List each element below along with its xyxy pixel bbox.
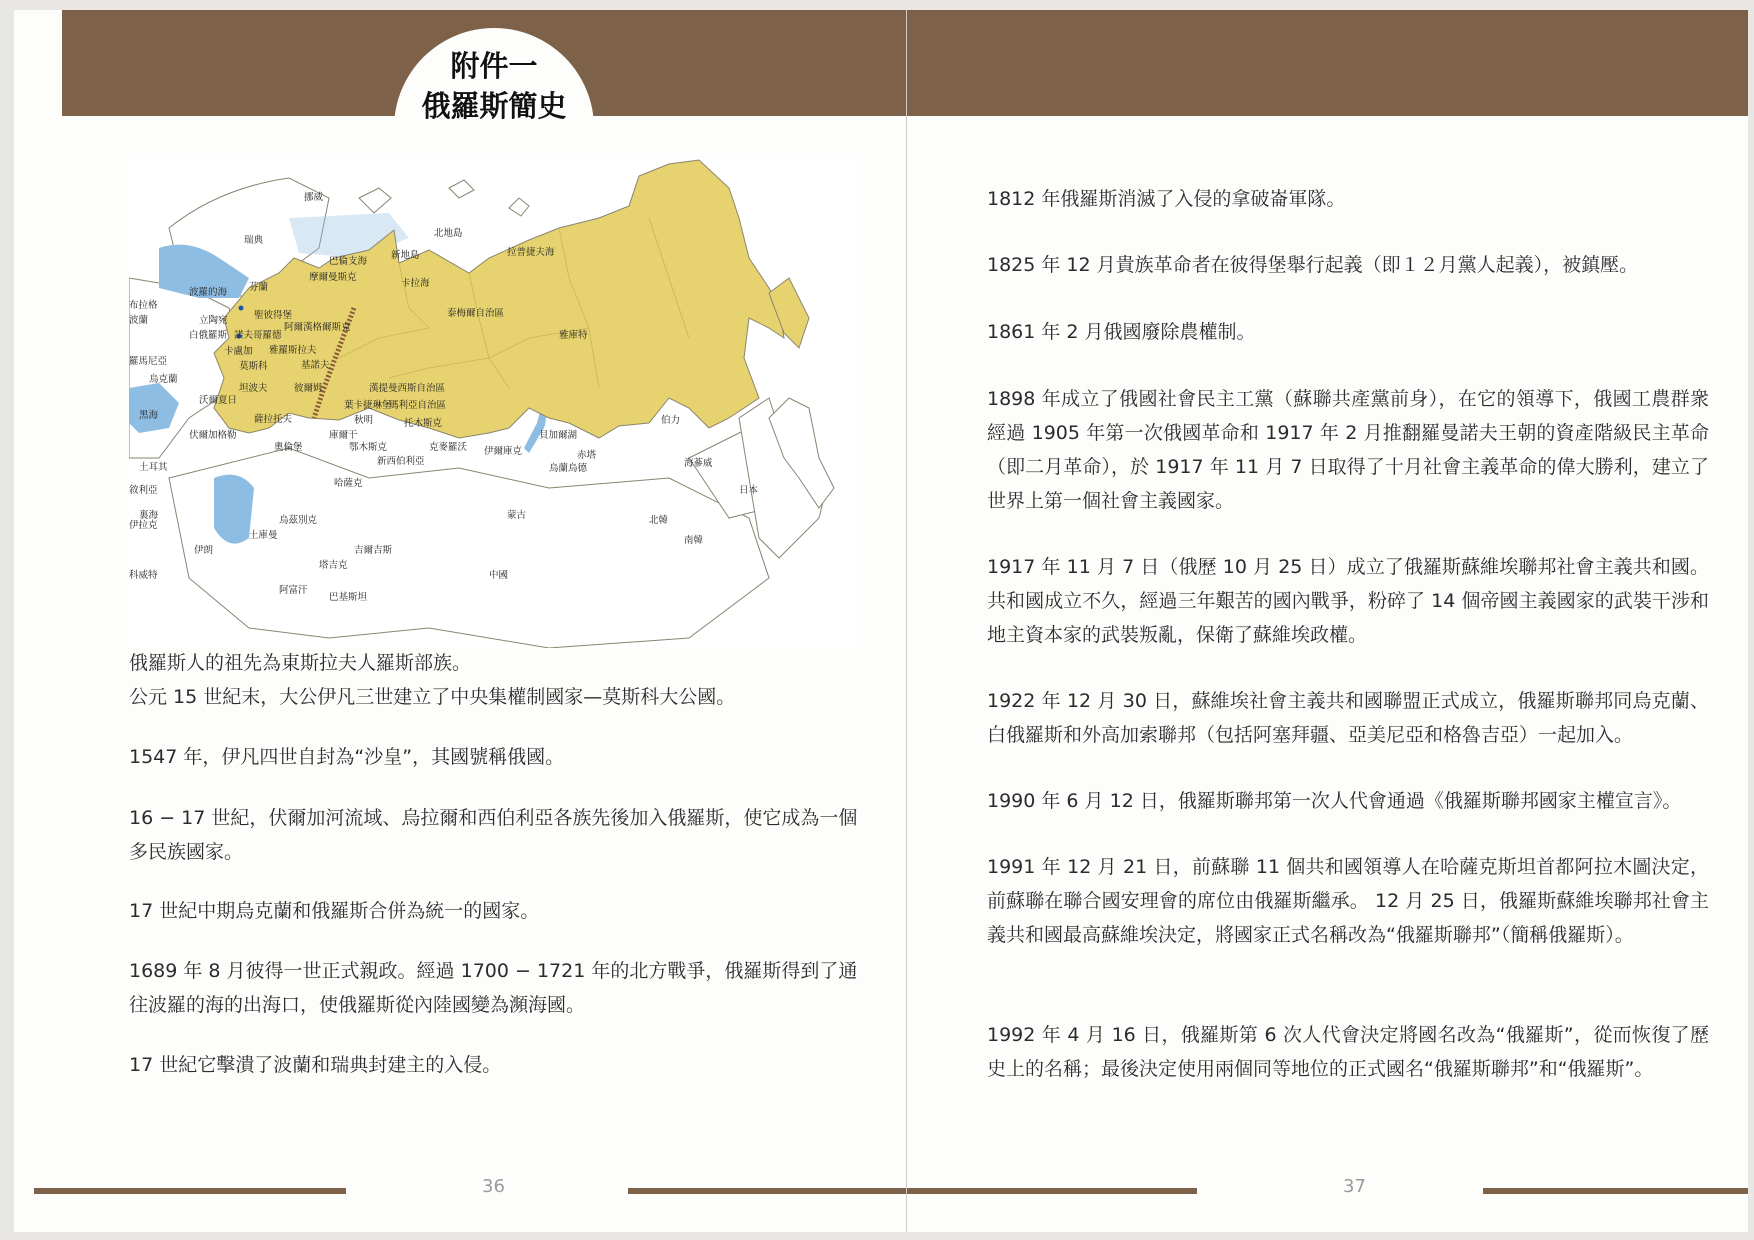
- right-paragraph-6: 1922 年 12 月 30 日，蘇維埃社會主義共和國聯盟正式成立，俄羅斯聯邦同烏克蘭、白俄羅斯和外高加索聯邦（包括阿塞拜疆、亞美尼亞和格魯吉亞）一起加入。: [987, 690, 1709, 746]
- map-place-label: 蒙古: [507, 510, 527, 521]
- map-place-label: 鄂木斯克: [349, 442, 388, 453]
- map-place-label: 布拉格: [129, 300, 158, 311]
- page-number-right: 37: [1343, 1176, 1366, 1197]
- map-place-label: 羅馬尼亞: [129, 356, 168, 367]
- map-place-label: 薩拉托夫: [254, 414, 293, 425]
- map-place-label: 伊朗: [194, 545, 214, 556]
- map-place-label: 摩爾曼斯克: [309, 272, 357, 283]
- map-place-label: 新地島: [391, 250, 420, 261]
- map-place-label: 巴倫支海: [329, 256, 368, 267]
- map-place-label: 葉卡捷琳堡: [344, 400, 392, 411]
- right-paragraph-1: 1812 年俄羅斯消滅了入侵的拿破崙軍隊。: [987, 188, 1346, 210]
- map-place-label: 烏蘭烏德: [549, 463, 588, 474]
- map-place-label: 波蘭: [129, 315, 149, 326]
- map-place-label: 克麥羅沃: [429, 442, 468, 453]
- map-place-label: 貝加爾湖: [539, 430, 578, 441]
- left-page: [14, 10, 907, 1232]
- map-place-label: 瑪利亞自治區: [389, 400, 447, 411]
- russia-map: [129, 158, 857, 648]
- map-place-label: 北地島: [434, 228, 463, 239]
- map-place-label: 坦波夫: [239, 383, 268, 394]
- map-place-label: 烏克蘭: [149, 374, 178, 385]
- map-place-label: 芬蘭: [249, 282, 269, 293]
- footer-line-left: [34, 1188, 346, 1194]
- map-place-label: 新西伯利亞: [377, 456, 425, 467]
- map-place-label: 土耳其: [139, 462, 168, 473]
- map-place-label: 諾夫哥羅德: [234, 330, 282, 341]
- map-place-label: 阿富汗: [279, 585, 308, 596]
- map-place-label: 土庫曼: [249, 530, 278, 541]
- map-place-label: 聖彼得堡: [254, 310, 293, 321]
- map-place-label: 漢提曼西斯自治區: [369, 383, 446, 394]
- title-line-1: 附件一: [450, 49, 538, 83]
- map-place-label: 科威特: [129, 570, 158, 581]
- left-paragraph-1: 俄羅斯人的祖先為東斯拉夫人羅斯部族。: [129, 652, 472, 674]
- map-place-label: 吉爾吉斯: [354, 545, 393, 556]
- map-place-label: 沃爾夏日: [199, 395, 238, 406]
- map-place-label: 赤塔: [577, 450, 597, 461]
- map-place-label: 伊拉克: [129, 520, 158, 531]
- map-place-label: 波羅的海: [189, 287, 228, 298]
- page-number-left: 36: [482, 1176, 505, 1197]
- map-place-label: 黑海: [139, 410, 159, 421]
- right-paragraph-3: 1861 年 2 月俄國廢除農權制。: [987, 321, 1256, 343]
- right-page: [907, 10, 1748, 1232]
- map-place-label: 伯力: [661, 415, 681, 426]
- right-paragraph-2: 1825 年 12 月貴族革命者在彼得堡舉行起義（即１２月黨人起義），被鎮壓。: [987, 254, 1639, 276]
- right-paragraph-4: 1898 年成立了俄國社會民主工黨（蘇聯共產黨前身），在它的領導下，俄國工農群衆經過 1905 年第一次俄國革命和 1917 年 2 月推翻羅曼諾夫王朝的資產階級民主革命（即二月革命），於 1917 年 11 月 7 日取得了十月社會主義革命的偉大勝利，建立了世界上第一個社會主義國家。: [987, 388, 1709, 512]
- header-band-right: [907, 10, 1748, 116]
- map-place-label: 彼爾姆: [294, 383, 323, 394]
- page-title: [404, 46, 584, 126]
- map-place-label: 立陶宛: [199, 315, 228, 326]
- left-paragraph-6: 1689 年 8 月彼得一世正式親政。經過 1700 − 1721 年的北方戰爭，俄羅斯得到了通往波羅的海的出海口，使俄羅斯從內陸國變為瀕海國。: [129, 960, 858, 1016]
- map-place-label: 敘利亞: [129, 485, 158, 496]
- map-place-label: 挪威: [304, 192, 324, 203]
- map-place-label: 中國: [489, 570, 509, 581]
- left-paragraph-2: 公元 15 世紀末，大公伊凡三世建立了中央集權制國家—莫斯科大公國。: [129, 686, 736, 708]
- map-place-label: 庫爾干: [329, 430, 358, 441]
- map-place-label: 巴基斯坦: [329, 592, 368, 603]
- map-place-label: 基諾夫: [301, 360, 330, 371]
- map-place-label: 哈薩克: [334, 478, 363, 489]
- map-place-label: 泰梅爾自治區: [447, 308, 505, 319]
- map-place-label: 南韓: [684, 535, 704, 546]
- title-line-2: 俄羅斯簡史: [421, 89, 567, 123]
- map-place-label: 莫斯科: [239, 361, 268, 372]
- map-place-label: 伏爾加格勒: [189, 430, 237, 441]
- right-paragraph-7: 1990 年 6 月 12 日，俄羅斯聯邦第一次人代會通過《俄羅斯聯邦國家主權宣言》。: [987, 790, 1682, 812]
- left-paragraph-3: 1547 年，伊凡四世自封為“沙皇”，其國號稱俄國。: [129, 746, 565, 768]
- map-place-label: 拉普捷夫海: [507, 247, 555, 258]
- map-place-label: 裏海: [139, 510, 159, 521]
- map-place-label: 托木斯克: [404, 418, 443, 429]
- map-place-label: 瑞典: [244, 235, 264, 246]
- left-paragraph-5: 17 世紀中期烏克蘭和俄羅斯合併為統一的國家。: [129, 900, 540, 922]
- map-place-label: 烏茲別克: [279, 515, 318, 526]
- footer-line-right-2: [1483, 1188, 1748, 1194]
- map-place-label: 卡盧加: [224, 346, 253, 357]
- map-place-label: 伊爾庫克: [484, 446, 523, 457]
- map-place-label: 日本: [739, 485, 759, 496]
- footer-line-right: [907, 1188, 1197, 1194]
- map-place-label: 北韓: [649, 515, 669, 526]
- map-place-label: 白俄羅斯: [189, 330, 228, 341]
- right-paragraph-8: 1991 年 12 月 21 日，前蘇聯 11 個共和國領導人在哈薩克斯坦首都阿拉木圖決定，前蘇聯在聯合國安理會的席位由俄羅斯繼承。 12 月 25 日，俄羅斯蘇維埃聯邦社會主義共和國最高蘇維埃決定，將國家正式名稱改為“俄羅斯聯邦”（簡稱俄羅斯）。: [987, 856, 1709, 946]
- book-spread: [14, 10, 1748, 1232]
- left-paragraph-7: 17 世紀它擊潰了波蘭和瑞典封建主的入侵。: [129, 1054, 502, 1076]
- map-place-label: 奧倫堡: [274, 442, 303, 453]
- map-place-label: 塔吉克: [319, 560, 348, 571]
- map-place-label: 海蔘威: [684, 458, 713, 469]
- map-place-label: 雅羅斯拉夫: [269, 345, 317, 356]
- map-place-label: 阿爾漢格爾斯克: [284, 322, 351, 333]
- footer-line-left-2: [628, 1188, 906, 1194]
- map-place-label: 秋明: [354, 415, 374, 426]
- right-paragraph-5: 1917 年 11 月 7 日（俄歷 10 月 25 日）成立了俄羅斯蘇維埃聯邦社會主義共和國。共和國成立不久，經過三年艱苦的國內戰爭，粉碎了 14 個帝國主義國家的武裝干涉和地主資本家的武裝叛亂，保衛了蘇維埃政權。: [987, 556, 1709, 646]
- left-paragraph-4: 16 − 17 世紀，伏爾加河流域、烏拉爾和西伯利亞各族先後加入俄羅斯，使它成為一個多民族國家。: [129, 807, 858, 863]
- map-place-label: 雅庫特: [559, 330, 588, 341]
- right-paragraph-9: 1992 年 4 月 16 日，俄羅斯第 6 次人代會決定將國名改為“俄羅斯”，從而恢復了歷史上的名稱；最後決定使用兩個同等地位的正式國名“俄羅斯聯邦”和“俄羅斯”。: [987, 1024, 1709, 1080]
- map-place-label: 卡拉海: [401, 278, 430, 289]
